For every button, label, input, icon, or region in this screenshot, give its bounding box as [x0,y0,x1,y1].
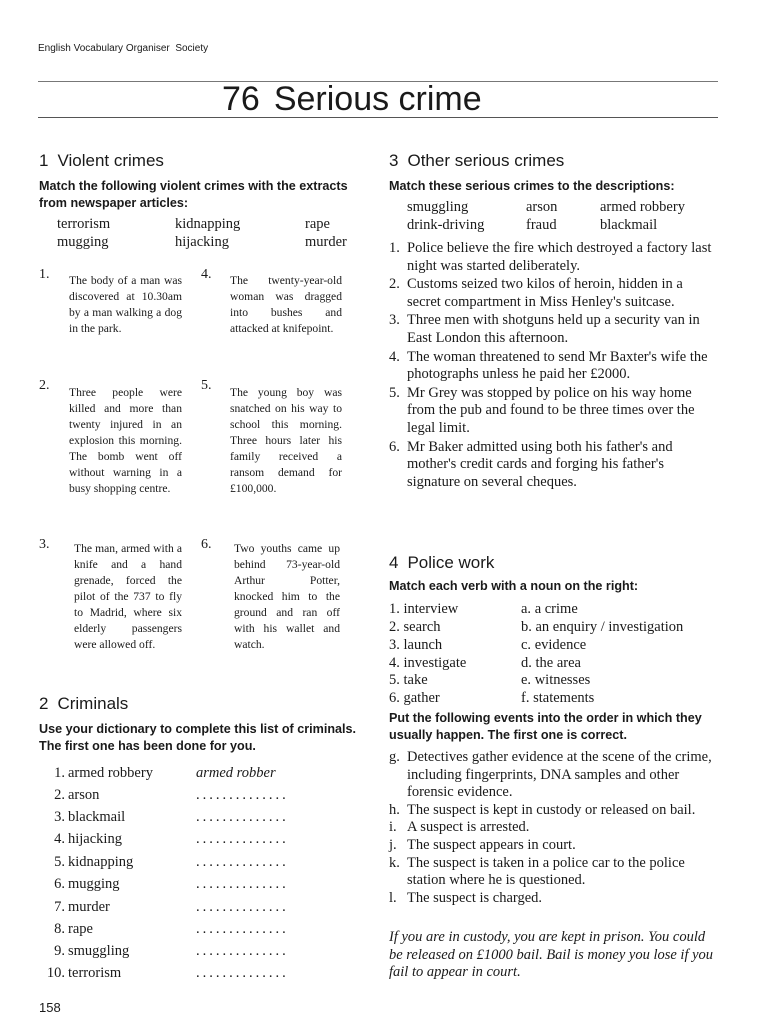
list-item [389,890,721,908]
bail-note: If you are in custody, you are kept in prison. You could be released on £1000 bail. Bail is money you lose if you fail to appear in court. [389,929,714,980]
item-text: Three men with shotguns held up a security van in East London this afternoon. [407,312,700,346]
verb: gather [403,690,440,706]
item-number: 5. [54,854,65,870]
noun-item [521,655,581,673]
answer-blank[interactable]: .............. [196,831,289,847]
list-item [389,749,721,802]
word: terrorism [57,216,111,232]
crime-name: mugging [68,876,120,892]
list-item [389,819,721,837]
item-text: Mr Grey was stopped by police on his way home from the pub and found to be three times over the legal limit. [407,384,695,436]
list-item [40,787,99,809]
verb-item [389,672,428,690]
list-item [40,921,93,943]
item-number: 2. [389,619,400,635]
extract-number: 4. [201,267,212,282]
verb: interview [403,601,459,617]
section-3-number: 3 [389,151,399,170]
item-letter: l. [389,889,397,906]
item-number: 6. [389,690,400,706]
list-item [40,854,133,876]
verb-item [389,690,440,708]
book-section: Society [175,43,209,54]
section-2-instruction: Use your dictionary to complete this list of criminals. The first one has been done for you. [39,722,357,753]
item-letter: k. [389,854,400,871]
list-item [40,965,121,987]
noun-item [521,672,590,690]
extract-text: Three people were killed and more than twenty injured in an explosion this morning. The bomb went off without warning in a busy shopping centre. [69,386,182,495]
violent-crime-words [57,216,357,252]
noun-item [521,690,594,708]
item-number: 9. [54,943,65,959]
noun-item [521,619,683,637]
item-text: The suspect is kept in custody or released on bail. [407,801,696,818]
section-2-number: 2 [39,694,49,713]
title-rule [38,117,718,118]
word: drink-driving [407,217,485,233]
word: fraud [526,217,557,233]
item-letter: b. [521,619,532,635]
item-text: The suspect is charged. [407,889,543,906]
item-number: 4. [389,655,400,671]
crime-name: blackmail [68,809,126,825]
noun-item [521,601,578,619]
answer-blank[interactable]: .............. [196,854,289,870]
word-row [57,216,357,234]
section-4-number: 4 [389,553,399,572]
extract-number: 2. [39,378,50,393]
word: arson [526,199,558,215]
list-item [389,802,721,820]
crime-name: kidnapping [68,854,134,870]
item-letter: j. [389,836,397,853]
list-item [389,385,719,438]
answer-blank[interactable]: .............. [196,921,289,937]
item-number: 3. [389,312,400,329]
list-item [389,240,719,275]
crime-name: rape [68,921,93,937]
list-item [389,312,719,347]
item-letter: g. [389,749,400,765]
section-4-instruction: Match each verb with a noun on the right: [389,579,639,593]
example-answer: armed robber [196,765,276,781]
list-item [389,276,719,311]
item-number: 4. [389,348,400,365]
item-letter: i. [389,819,397,836]
section-1-title: Violent crimes [57,151,164,170]
extract-number: 6. [201,537,212,552]
extract-text: The body of a man was discovered at 10.30am by a man walking a dog in the park. [69,274,182,335]
noun: a crime [534,601,578,617]
section-4-heading [389,553,494,573]
crime-name: murder [68,899,110,915]
item-number: 1. [54,765,65,781]
word: murder [305,234,347,250]
list-item [389,837,721,855]
noun-item [521,637,586,655]
answer-blank[interactable]: .............. [196,965,289,981]
verb-item [389,601,458,619]
page-number: 158 [39,1000,61,1015]
item-text: Detectives gather evidence at the scene of the crime, including fingerprints, DNA samples and other forensic evidence. [407,749,712,801]
list-item [40,831,122,853]
item-text: Customs seized two kilos of heroin, hidden in a secret compartment in Miss Henley's suitcase. [407,276,683,310]
item-number: 6. [54,876,65,892]
crime-name: terrorism [68,965,122,981]
list-item [389,349,719,384]
extract-text: The twenty-year-old woman was dragged into bushes and attacked at knifepoint. [230,274,342,335]
page-title [222,80,482,119]
noun: the area [535,655,581,671]
item-number: 7. [54,899,65,915]
section-1-number: 1 [39,151,49,170]
word: blackmail [600,217,658,233]
verb-item [389,655,466,673]
book-title: English Vocabulary Organiser [38,43,170,54]
verb: take [403,672,428,688]
item-letter: d. [521,655,532,671]
list-item [40,943,129,965]
word: mugging [57,234,109,250]
verb-item [389,619,441,637]
item-text: Mr Baker admitted using both his father's and mother's credit cards and forging his father's signature on several cheques. [407,438,673,490]
list-item [40,809,125,831]
section-3-instruction: Match these serious crimes to the descriptions: [389,179,675,193]
descriptions-list [389,240,719,492]
extract-text: Two youths came up behind 73-year-old Arthur Potter, knocked him to the ground and ran off with his wallet and watch. [234,542,340,651]
item-text: Police believe the fire which destroyed a factory last night was started deliberately. [407,240,712,274]
item-text: The woman threatened to send Mr Baxter's wife the photographs unless he paid her £2000. [407,348,708,383]
running-header [38,43,208,54]
item-number: 2. [389,276,400,293]
extract-text: The man, armed with a knife and a hand grenade, forced the pilot of the 737 to fly to Madrid, where six elderly passengers were allowed off. [74,542,182,651]
noun: an enquiry / investigation [535,619,684,635]
list-item [40,876,120,898]
section-2-title: Criminals [57,694,129,713]
item-number: 4. [54,831,65,847]
list-item [40,765,153,787]
crime-name: smuggling [68,943,130,959]
item-number: 1. [389,240,400,256]
section-1-heading [39,151,164,171]
item-number: 5. [389,672,400,688]
noun: evidence [534,637,587,653]
answer-blank[interactable]: .............. [196,899,289,915]
item-letter: e. [521,672,532,688]
answer-blank[interactable]: .............. [196,787,289,803]
list-item [389,855,721,890]
answer-blank[interactable]: .............. [196,943,289,959]
word: rape [305,216,330,232]
word: smuggling [407,199,469,215]
extract-number: 1. [39,267,50,282]
crime-name: hijacking [68,831,122,847]
answer-blank[interactable]: .............. [196,809,289,825]
item-letter: a. [521,601,532,617]
list-item [40,899,110,921]
word: armed robbery [600,199,685,215]
item-letter: c. [521,637,532,653]
verb-item [389,637,442,655]
item-number: 8. [54,921,65,937]
item-number: 1. [389,601,400,617]
section-1-instruction: Match the following violent crimes with the extracts from newspaper articles: [39,179,348,210]
item-text: The suspect appears in court. [407,836,576,853]
crime-name: arson [68,787,100,803]
extract-number: 5. [201,378,212,393]
extract-number: 3. [39,537,50,552]
section-2-heading [39,694,128,714]
verb: launch [403,637,443,653]
word-row [57,234,357,252]
item-number: 2. [54,787,65,803]
verb: search [403,619,441,635]
section-3-heading [389,151,564,171]
unit-title: Serious crime [273,80,482,118]
word: hijacking [175,234,229,250]
item-number: 3. [54,809,65,825]
order-instruction: Put the following events into the order in which they usually happen. The first one is correct. [389,711,702,742]
item-text: A suspect is arrested. [407,819,530,836]
item-number: 10. [46,965,65,981]
answer-blank[interactable]: .............. [196,876,289,892]
noun: statements [533,690,595,706]
item-number: 3. [389,637,400,653]
unit-number: 76 [222,80,260,118]
verb: investigate [403,655,467,671]
item-text: The suspect is taken in a police car to the police station where he is questioned. [407,854,685,889]
item-letter: f. [521,690,530,706]
events-list [389,749,721,907]
crime-name: armed robbery [68,765,153,781]
word: kidnapping [175,216,241,232]
noun: witnesses [534,672,591,688]
item-number: 5. [389,384,400,401]
item-number: 6. [389,438,400,455]
extract-text: The young boy was snatched on his way to school this morning. Three hours later his family received a ransom demand for £100,000. [230,386,342,495]
section-4-title: Police work [407,553,495,572]
section-3-title: Other serious crimes [407,151,565,170]
item-letter: h. [389,801,400,818]
list-item [389,439,719,492]
